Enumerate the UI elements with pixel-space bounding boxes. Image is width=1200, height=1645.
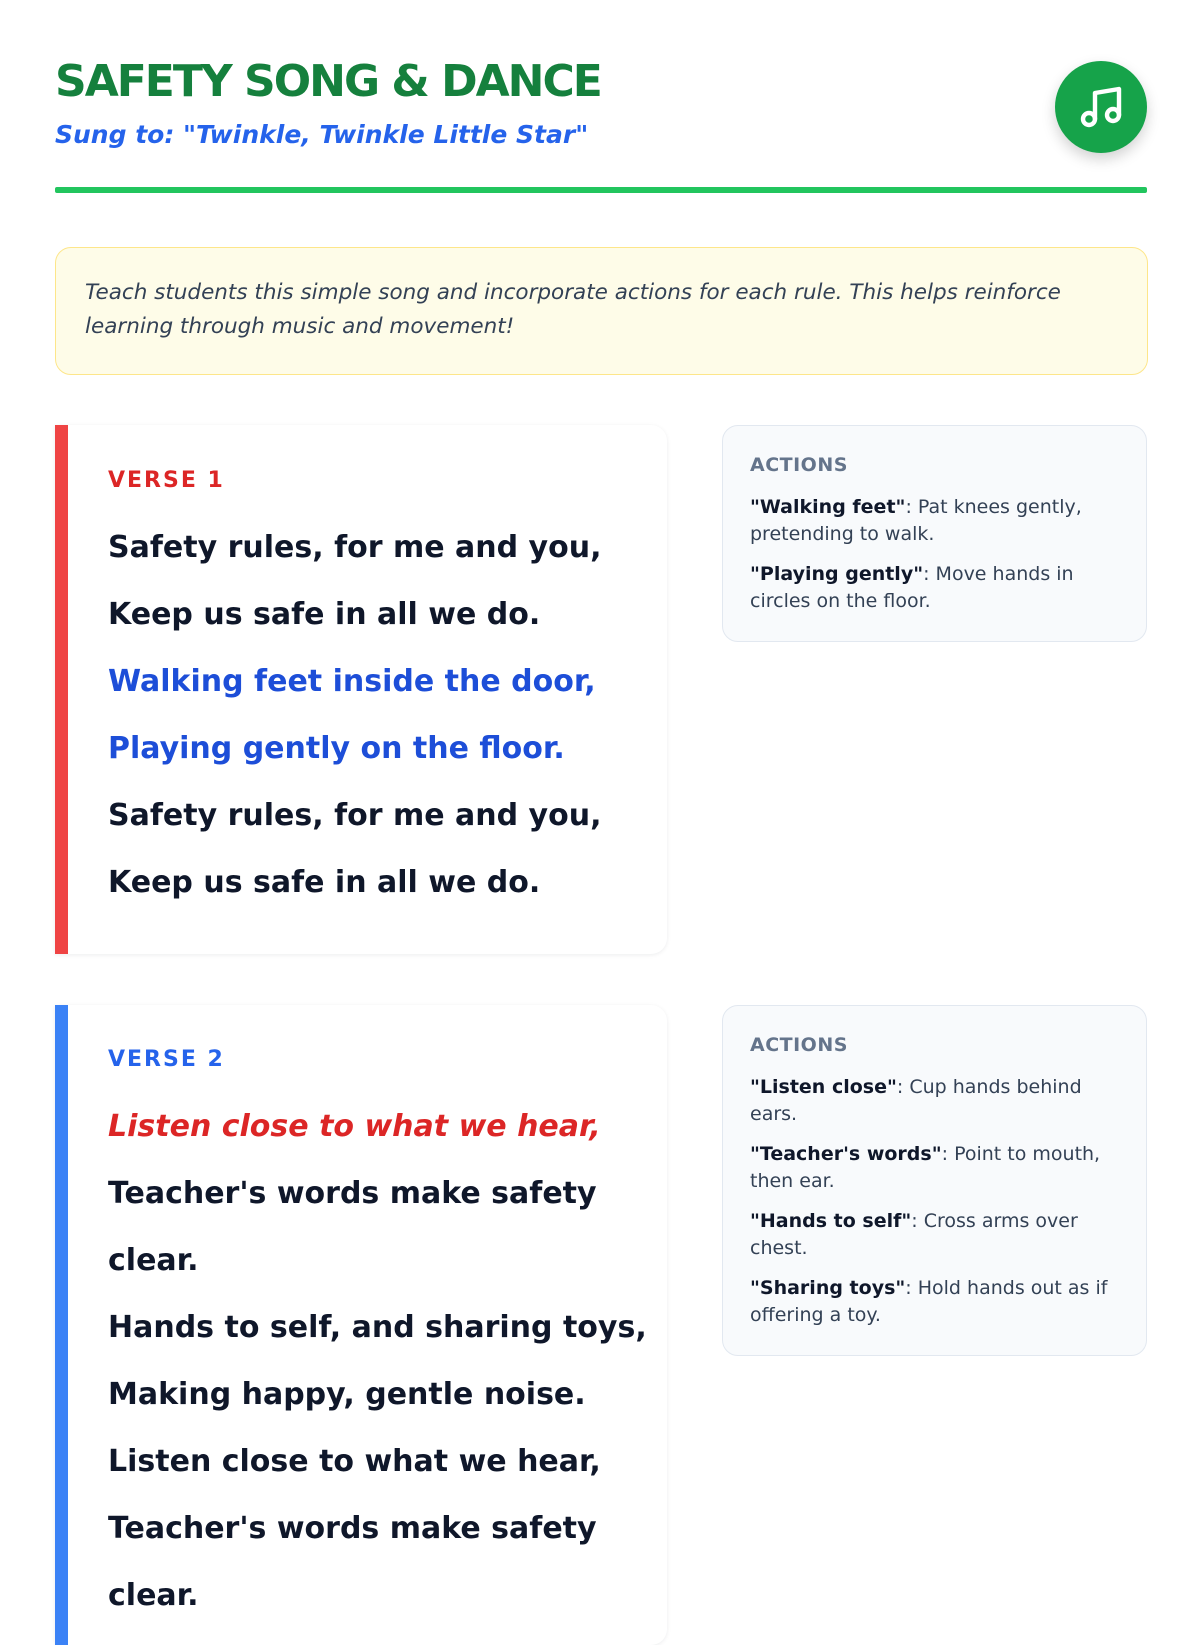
page-title: SAFETY SONG & DANCE xyxy=(55,56,601,107)
lyric-line-highlight: Walking feet inside the door, xyxy=(108,664,596,699)
header xyxy=(55,0,1147,200)
song-page xyxy=(55,0,1147,1613)
verse-lines xyxy=(108,514,667,916)
lyric-line: Keep us safe in all we do. xyxy=(108,597,541,632)
verse-card-2 xyxy=(55,1005,667,1645)
actions-panel-1 xyxy=(722,425,1147,642)
lyric-line-highlight: Listen close to what we hear, xyxy=(108,1109,601,1144)
action-item: "Listen close": Cup hands behind ears. xyxy=(750,1076,1082,1125)
verse-lines xyxy=(108,1093,667,1629)
verse-card-1 xyxy=(55,425,667,954)
actions-title: ACTIONS xyxy=(750,454,848,476)
action-item: "Playing gently": Move hands in circles on the floor. xyxy=(750,563,1074,612)
lyric-line: clear. xyxy=(108,1243,199,1278)
music-note-icon xyxy=(1077,83,1125,131)
action-item: "Teacher's words": Point to mouth, then ear. xyxy=(750,1143,1101,1192)
lyric-line: Safety rules, for me and you, xyxy=(108,798,602,833)
music-button[interactable] xyxy=(1055,61,1147,153)
verse-label: VERSE 2 xyxy=(108,1047,225,1072)
lyric-line: Listen close to what we hear, xyxy=(108,1444,601,1479)
lyric-line: Keep us safe in all we do. xyxy=(108,865,541,900)
lyric-line: Safety rules, for me and you, xyxy=(108,530,602,565)
lyric-line-highlight: Playing gently on the floor. xyxy=(108,731,565,766)
lyric-line: Teacher's words make safety xyxy=(108,1511,597,1546)
actions-panel-2 xyxy=(722,1005,1147,1356)
action-item: "Walking feet": Pat knees gently, pretending to walk. xyxy=(750,496,1082,545)
intro-callout xyxy=(55,247,1148,375)
actions-title: ACTIONS xyxy=(750,1034,848,1056)
action-item: "Sharing toys": Hold hands out as if offering a toy. xyxy=(750,1277,1108,1326)
lyric-line: Hands to self, and sharing toys, xyxy=(108,1310,647,1345)
page-subtitle: Sung to: "Twinkle, Twinkle Little Star" xyxy=(55,120,589,149)
verse-label: VERSE 1 xyxy=(108,468,225,493)
action-item: "Hands to self": Cross arms over chest. xyxy=(750,1210,1078,1259)
lyric-line: clear. xyxy=(108,1578,199,1613)
lyric-line: Making happy, gentle noise. xyxy=(108,1377,586,1412)
verse-accent-bar xyxy=(55,1005,68,1645)
lyric-line: Teacher's words make safety xyxy=(108,1176,597,1211)
intro-text: Teach students this simple song and incorporate actions for each rule. This helps reinforce learning through music and movement! xyxy=(85,280,1061,339)
header-divider xyxy=(55,187,1147,193)
verse-accent-bar xyxy=(55,425,68,954)
